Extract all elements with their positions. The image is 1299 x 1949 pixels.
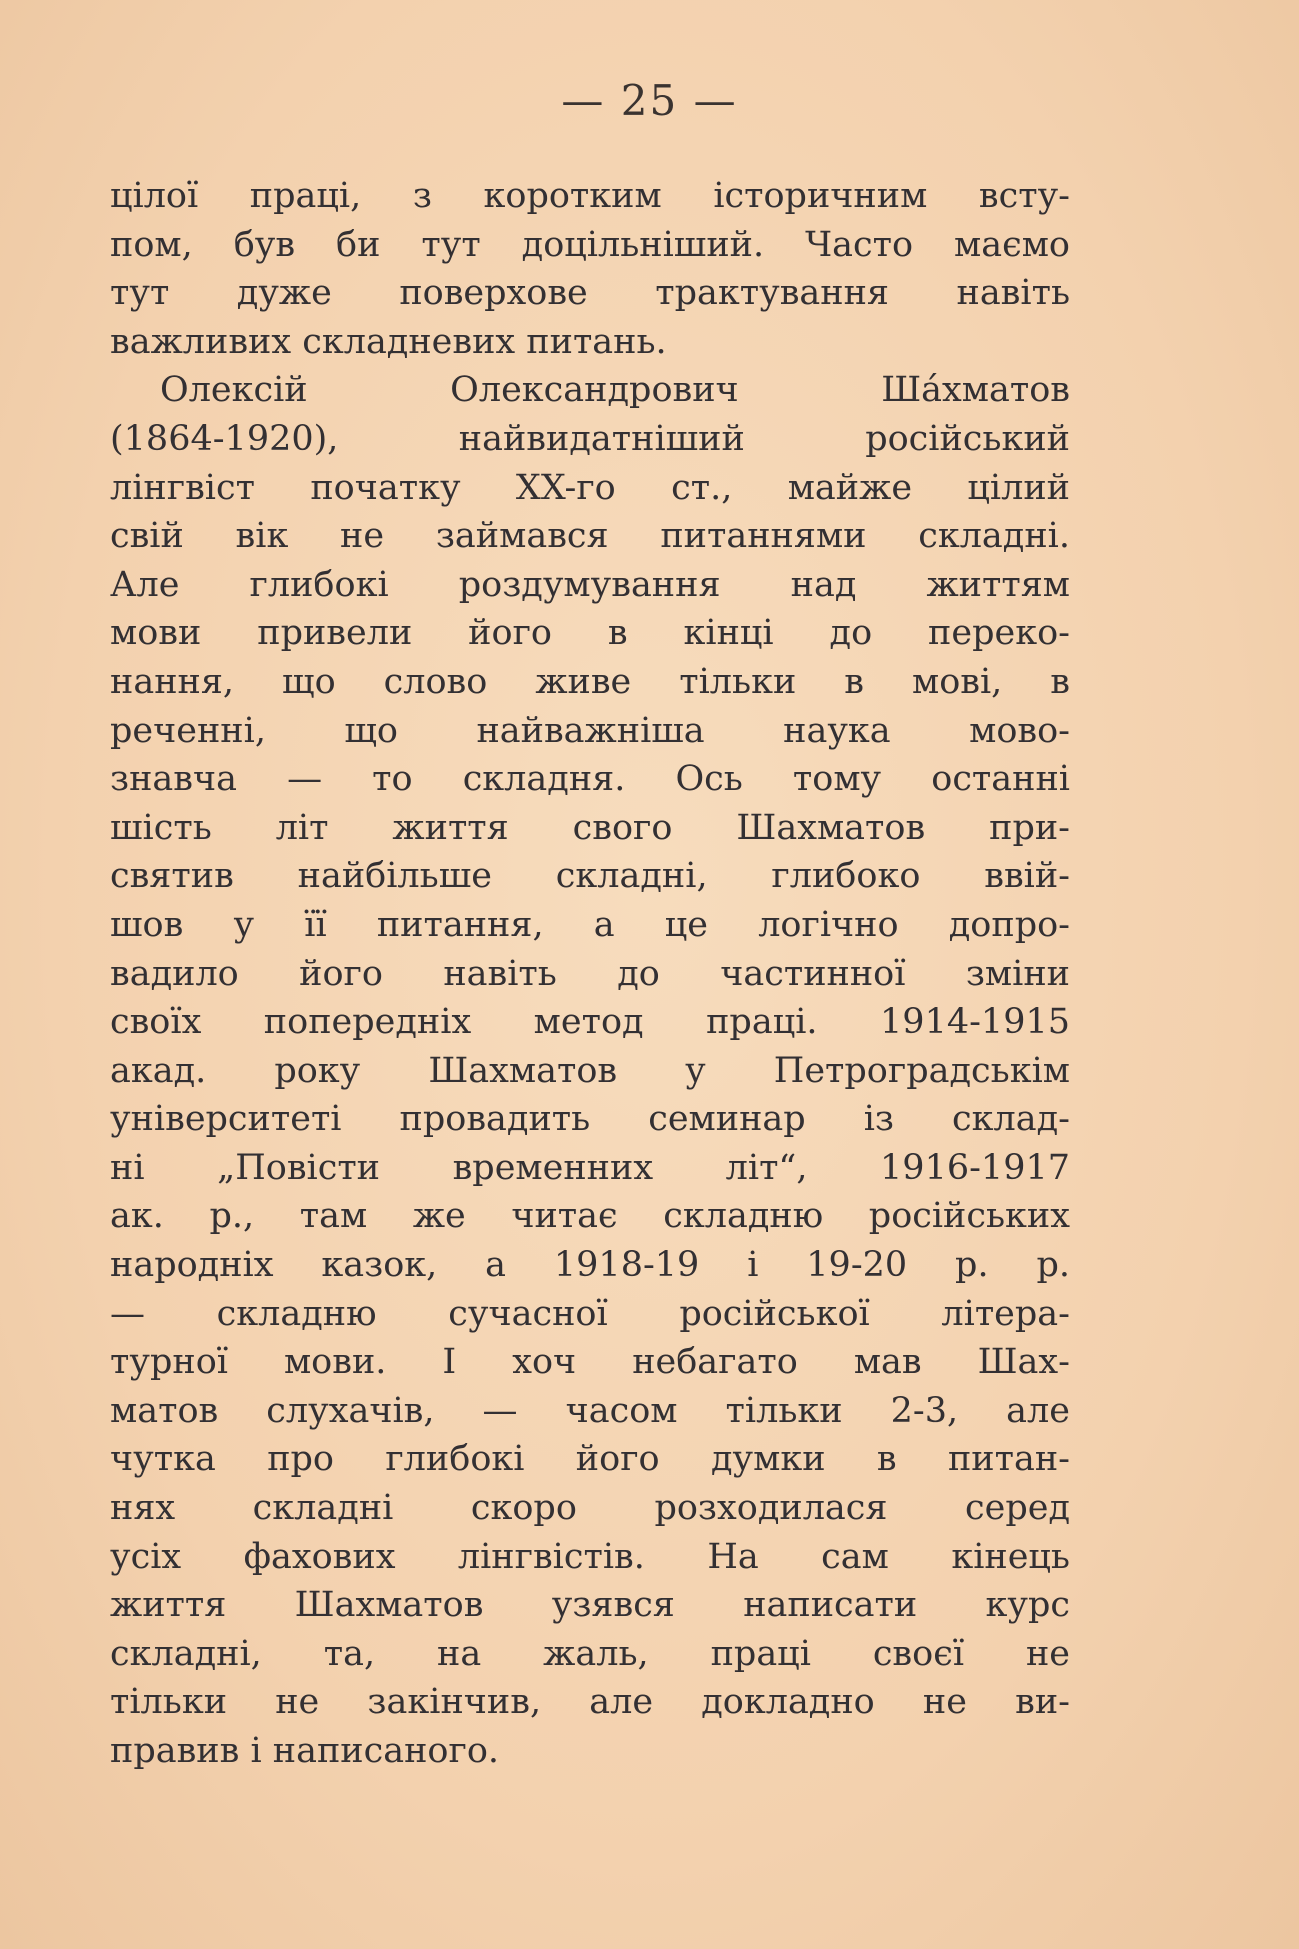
text-line: нях складні скоро розходилася серед	[110, 1488, 1070, 1529]
text-line: своїх попередніх метод праці. 1914-1915	[110, 1002, 1070, 1043]
text-line: — складню сучасної російської літера-	[110, 1293, 1070, 1334]
text-line: Олексій Олександрович Ша́хматов	[160, 370, 1070, 411]
text-line: лінгвіст початку XX-го ст., майже цілий	[110, 467, 1070, 508]
text-line: реченні, що найважніша наука мово-	[110, 710, 1070, 751]
text-line: цілої праці, з коротким історичним всту-	[110, 176, 1070, 216]
text-line: турної мови. І хоч небагато мав Шах-	[110, 1342, 1070, 1383]
text-line: шість літ життя свого Шахматов при-	[110, 807, 1070, 848]
text-line: вадило його навіть до частинної зміни	[110, 953, 1070, 994]
text-line: ак. р., там же читає складню російських	[110, 1196, 1070, 1237]
text-line: мови привели його в кінці до переко-	[110, 613, 1070, 654]
body-text	[110, 172, 1070, 1776]
text-line: свій вік не займався питаннями складні.	[110, 516, 1070, 557]
text-line: нання, що слово живе тільки в мові, в	[110, 661, 1070, 702]
text-line: важливих складневих питань.	[110, 321, 667, 362]
text-line: (1864-1920), найвидатніший російський	[110, 418, 1070, 459]
page-number: — 25 —	[561, 76, 738, 125]
text-line: тут дуже поверхове трактування навіть	[110, 273, 1070, 314]
text-line: знавча — то складня. Ось тому останні	[110, 759, 1070, 800]
text-line: чутка про глибокі його думки в питан-	[110, 1439, 1070, 1480]
text-line: святив найбільше складні, глибоко ввій-	[110, 856, 1070, 897]
text-line: складні, та, на жаль, праці своєї не	[110, 1633, 1070, 1674]
text-line: життя Шахматов узявся написати курс	[110, 1585, 1070, 1626]
text-line: правив і написаного.	[110, 1731, 500, 1771]
text-line: тільки не закінчив, але докладно не ви-	[110, 1682, 1070, 1723]
text-line: акад. року Шахматов у Петроградськім	[110, 1050, 1070, 1091]
text-line: матов слухачів, — часом тільки 2-3, але	[110, 1390, 1070, 1431]
text-line: пом, був би тут доцільніший. Часто маємо	[110, 224, 1070, 265]
text-line: шов у її питання, а це логічно допро-	[110, 904, 1070, 945]
text-line: народніх казок, а 1918-19 і 19-20 р. р.	[110, 1245, 1070, 1286]
text-line: ні „Повісти временних літ“, 1916-1917	[110, 1147, 1070, 1188]
text-line: усіх фахових лінгвістів. На сам кінець	[110, 1536, 1070, 1577]
text-line: університеті провадить семинар із склад-	[110, 1099, 1070, 1140]
text-line: Але глибокі роздумування над життям	[110, 564, 1070, 605]
